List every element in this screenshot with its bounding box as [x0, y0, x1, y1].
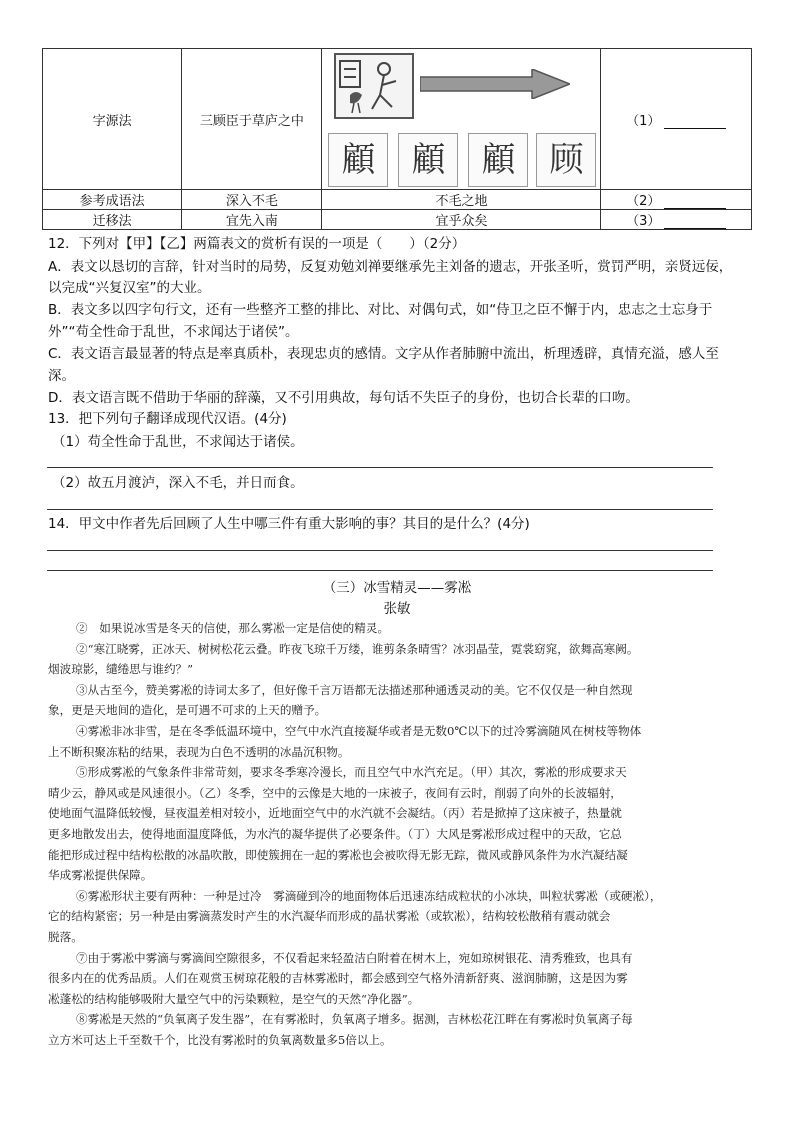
example-cell: 宜先入南 [182, 210, 322, 230]
blank-label: （1） [626, 113, 661, 129]
essay-line: 华成雾凇提供保障。 [48, 868, 153, 883]
method-cell: 迁移法 [43, 210, 182, 230]
example-cell: 三顾臣于草庐之中 [182, 49, 322, 190]
q12-option-c: C．表文语言最显著的特点是率真质朴，表现忠贞的感情。文字从作者肺腑中流出，析理透辟，真情充溢，感人至 [48, 346, 719, 362]
glyph-evolution-cell [322, 49, 601, 190]
method-cell: 字源法 [43, 49, 182, 190]
essay-line: 立方米可达上千至数千个，比没有雾凇时的负氧离数量多5倍以上。 [48, 1033, 392, 1047]
essay-line: 能把形成过程中结构松散的冰晶吹散，即使簇拥在一起的雾凇也会被吹得无影无踪，微风或静风条件为水汽凝结凝 [48, 847, 628, 862]
essay-line: 它的结构紧密；另一种是由雾滴蒸发时产生的水汽凝华而形成的晶状雾凇（或软凇），结构较松散稍有震动就会 [48, 909, 611, 924]
method-cell: 参考成语法 [43, 190, 182, 210]
essay-author: 张敏 [383, 601, 411, 617]
essay-line: 更多地散发出去，使得地面温度降低，为水汽的凝华提供了必要条件。（丁）大风是雾凇形成过程中的天敌，它总 [48, 827, 622, 841]
arrow-right-icon [420, 69, 570, 99]
glyph-stage-3: 顧 [468, 133, 528, 187]
answer-cell[interactable] [601, 210, 752, 230]
table-row [43, 49, 752, 190]
table-row [43, 210, 752, 230]
essay-line: 上不断积聚冻粘的结果，表现为白色不透明的冰晶沉积物。 [48, 744, 350, 759]
essay-line: ② 如果说冰雪是冬天的信使，那么雾凇一定是信使的精灵。 [76, 621, 390, 635]
glyph-stage-4: 顾 [536, 133, 596, 187]
q12-stem: 12．下列对【甲】【乙】两篇表文的赏析有误的一项是（ ）（2分） [48, 236, 466, 252]
answer-blank[interactable] [664, 196, 726, 209]
q12-option-a: A．表文以恳切的言辞，针对当时的局势，反复劝勉刘禅要继承先主刘备的遗志，开张圣听，赏罚严明，亲贤远佞， [48, 259, 733, 275]
essay-line: 烟波琼影，缱绻思与谁约？” [48, 662, 194, 677]
answer-line[interactable] [47, 509, 713, 510]
essay-line: ⑥雾凇形状主要有两种：一种是过冷 雾滴碰到冷的地面物体后迅速冻结成粒状的小冰块，叫粒状雾凇（或硬凇）， [76, 888, 662, 903]
essay-line: 脱落。 [48, 930, 83, 944]
essay-line: ③从古至今，赞美雾凇的诗词太多了，但好像千言万语都无法描述那种通透灵动的美。它不仅仅是一种自然现 [76, 682, 633, 697]
answer-line[interactable] [47, 570, 713, 571]
answer-blank[interactable] [664, 116, 726, 129]
essay-line: ⑧雾凇是天然的“负氧离子发生器”，在有雾凇时，负氧离子增多。据测，吉林松花江畔在有雾凇时负氧离子每 [76, 1012, 633, 1027]
answer-cell[interactable] [601, 49, 752, 190]
q13-sentence-1: （1）苟全性命于乱世，不求闻达于诸侯。 [52, 434, 304, 450]
q12-option-b-cont: 外”“苟全性命于乱世，不求闻达于诸侯”。 [48, 324, 299, 340]
answer-line[interactable] [47, 467, 713, 468]
method-table [42, 48, 752, 230]
example-cell: 深入不毛 [182, 190, 322, 210]
q14-stem: 14．甲文中作者先后回顾了人生中哪三件有重大影响的事？其目的是什么？(4分) [48, 516, 530, 532]
essay-line: ⑦由于雾凇中雾滴与雾滴间空隙很多，不仅看起来轻盈洁白附着在树木上，宛如琼树银花、清秀雅致，也具有 [76, 950, 633, 965]
explain-cell: 不毛之地 [322, 190, 601, 210]
glyph-stage-2: 顧 [398, 133, 458, 187]
essay-line: 凇蓬松的结构能够吸附大量空气中的污染颗粒，是空气的天然“净化器”。 [48, 991, 420, 1006]
q12-option-b: B．表文多以四字句行文，还有一些整齐工整的排比、对比、对偶句式，如“侍卫之臣不懈于内，忠志之士忘身于 [48, 302, 713, 318]
essay-line: 晴少云，静风或是风速很小。（乙）冬季，空中的云像是大地的一床被子，夜间有云时，削弱了向外的长波辐射， [48, 785, 622, 800]
essay-line: ②“寒江晓雾，正冰天、树树松花云叠。昨夜飞琼千万缕，谁剪条条晴雪？冰羽晶莹，霓裳窈窕，欲舞高寒阙。 [76, 641, 639, 656]
q12-option-a-cont: 以完成“兴复汉室”的大业。 [48, 280, 211, 296]
explain-cell: 宜乎众矣 [322, 210, 601, 230]
essay-line: 很多内在的优秀品质。人们在观赏玉树琼花般的吉林雾凇时，都会感到空气格外清新舒爽、滋润肺腑，这是因为雾 [48, 971, 628, 986]
essay-title: （三）冰雪精灵——雾凇 [322, 580, 472, 596]
answer-blank[interactable] [664, 216, 726, 229]
essay-line: ⑤形成雾凇的气象条件非常苛刻，要求冬季寒冷漫长，而且空气中水汽充足。（甲）其次，雾凇的形成要求天 [76, 765, 627, 780]
blank-label: （3） [626, 214, 661, 229]
essay-line: ④雾凇非冰非雪，是在冬季低温环境中，空气中水汽直接凝华或者是无数0℃以下的过冷雾滴随风在树枝等物体 [76, 724, 642, 738]
answer-cell[interactable] [601, 190, 752, 210]
q12-option-d: D．表文语言既不借助于华丽的辞藻，又不引用典故，每句话不失臣子的身份，也切合长辈的口吻。 [48, 390, 639, 406]
glyph-stage-1: 顧 [328, 133, 388, 187]
q13-sentence-2: （2）故五月渡泸，深入不毛，并日而食。 [52, 475, 304, 491]
essay-line: 使地面气温降低较慢，昼夜温差相对较小，近地面空气中的水汽就不会凝结。（丙）若是掀掉了这床被子，热量就 [48, 806, 622, 821]
table-row [43, 190, 752, 210]
ancient-character-image [334, 53, 414, 119]
answer-line[interactable] [47, 550, 713, 551]
q12-option-c-cont: 深。 [48, 368, 75, 384]
q13-stem: 13．把下列句子翻译成现代汉语。(4分) [48, 411, 287, 427]
essay-line: 象，更是天地间的造化，是可遇不可求的上天的赠予。 [48, 703, 327, 718]
blank-label: （2） [626, 194, 661, 209]
